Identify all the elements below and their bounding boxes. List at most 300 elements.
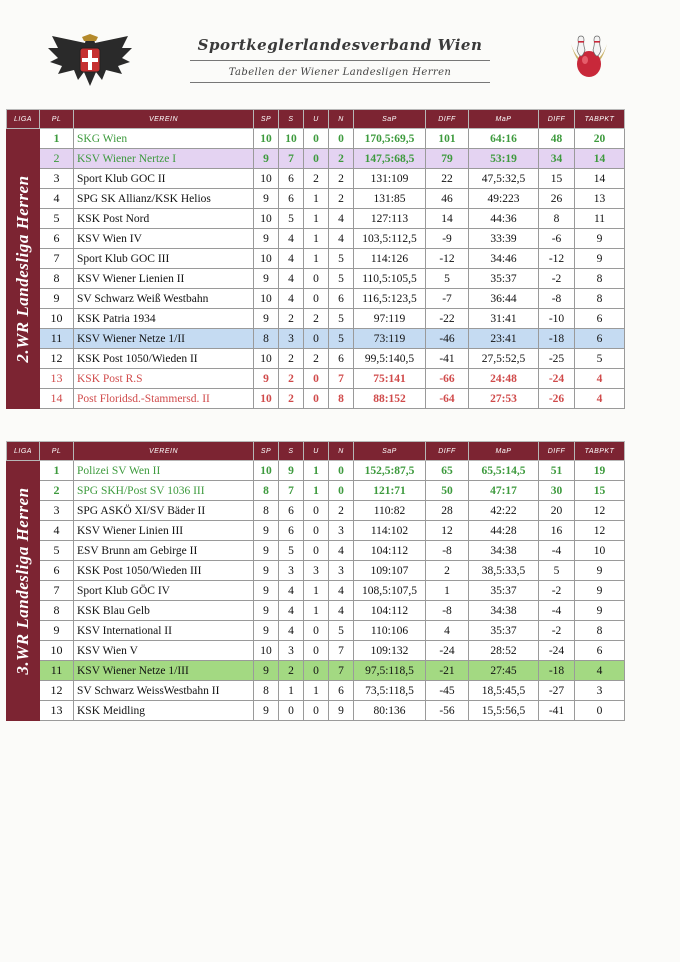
- cell-u: 3: [304, 561, 329, 581]
- cell-sap: 104:112: [354, 541, 426, 561]
- cell-u: 0: [304, 369, 329, 389]
- cell-u: 0: [304, 641, 329, 661]
- table-row: [7, 561, 625, 581]
- cell-sap: 88:152: [354, 389, 426, 409]
- cell-map: 64:16: [469, 129, 539, 149]
- cell-pl: 5: [40, 209, 74, 229]
- cell-verein: KSK Post 1050/Wieden II: [74, 349, 254, 369]
- cell-sp: 9: [254, 521, 279, 541]
- cell-sp: 9: [254, 701, 279, 721]
- cell-tabpkt: 5: [575, 349, 625, 369]
- cell-pl: 1: [40, 129, 74, 149]
- cell-sap: 110:82: [354, 501, 426, 521]
- cell-s: 2: [279, 309, 304, 329]
- cell-tabpkt: 10: [575, 541, 625, 561]
- cell-tabpkt: 8: [575, 289, 625, 309]
- cell-verein: KSV Wiener Linien III: [74, 521, 254, 541]
- cell-pl: 12: [40, 681, 74, 701]
- cell-s: 4: [279, 269, 304, 289]
- table-row: [7, 189, 625, 209]
- table-row: [7, 521, 625, 541]
- cell-u: 1: [304, 481, 329, 501]
- cell-tabpkt: 12: [575, 521, 625, 541]
- cell-sp: 9: [254, 309, 279, 329]
- cell-n: 6: [329, 289, 354, 309]
- cell-sp: 9: [254, 621, 279, 641]
- page-title: Sportkeglerlandesverband Wien: [197, 36, 483, 54]
- cell-liga: [7, 701, 40, 721]
- cell-tabpkt: 3: [575, 681, 625, 701]
- cell-sap: 152,5:87,5: [354, 461, 426, 481]
- col-header-diff2: DIFF: [539, 110, 575, 129]
- cell-u: 0: [304, 621, 329, 641]
- cell-tabpkt: 9: [575, 601, 625, 621]
- cell-diff: -45: [426, 681, 469, 701]
- cell-diff: 79: [426, 149, 469, 169]
- cell-verein: SV Schwarz Weiß Westbahn: [74, 289, 254, 309]
- cell-u: 0: [304, 289, 329, 309]
- cell-verein: Sport Klub GOC II: [74, 169, 254, 189]
- cell-s: 6: [279, 169, 304, 189]
- cell-tabpkt: 9: [575, 561, 625, 581]
- col-header-map: MaP: [469, 110, 539, 129]
- cell-verein: Sport Klub GOC III: [74, 249, 254, 269]
- cell-pl: 14: [40, 389, 74, 409]
- cell-verein: KSK Post Nord: [74, 209, 254, 229]
- cell-diff2: -18: [539, 329, 575, 349]
- col-header-u: U: [304, 110, 329, 129]
- cell-diff: 28: [426, 501, 469, 521]
- table-row: [7, 369, 625, 389]
- col-header-n: N: [329, 110, 354, 129]
- page-subtitle: Tabellen der Wiener Landesligen Herren: [228, 67, 452, 78]
- cell-s: 2: [279, 661, 304, 681]
- cell-s: 1: [279, 681, 304, 701]
- cell-sap: 131:85: [354, 189, 426, 209]
- cell-tabpkt: 8: [575, 621, 625, 641]
- col-header-liga: LIGA: [7, 110, 40, 129]
- cell-diff: -8: [426, 541, 469, 561]
- table-row: [7, 329, 625, 349]
- cell-sap: 75:141: [354, 369, 426, 389]
- table-row: [7, 349, 625, 369]
- cell-map: 35:37: [469, 269, 539, 289]
- cell-pl: 4: [40, 189, 74, 209]
- cell-pl: 9: [40, 621, 74, 641]
- cell-map: 65,5:14,5: [469, 461, 539, 481]
- cell-verein: SV Schwarz WeissWestbahn II: [74, 681, 254, 701]
- table-row: [7, 661, 625, 681]
- cell-u: 2: [304, 309, 329, 329]
- col-header-s: S: [279, 110, 304, 129]
- cell-sp: 9: [254, 581, 279, 601]
- col-header-liga: LIGA: [7, 442, 40, 461]
- cell-diff2: -6: [539, 229, 575, 249]
- table-row: [7, 621, 625, 641]
- cell-tabpkt: 4: [575, 389, 625, 409]
- table-row: [7, 481, 625, 501]
- cell-u: 1: [304, 249, 329, 269]
- cell-sap: 97,5:118,5: [354, 661, 426, 681]
- cell-sp: 10: [254, 209, 279, 229]
- cell-u: 1: [304, 581, 329, 601]
- cell-verein: SPG SKH/Post SV 1036 III: [74, 481, 254, 501]
- cell-tabpkt: 20: [575, 129, 625, 149]
- cell-verein: KSV Wiener Netze 1/II: [74, 329, 254, 349]
- cell-sp: 10: [254, 349, 279, 369]
- cell-tabpkt: 9: [575, 229, 625, 249]
- cell-diff2: 5: [539, 561, 575, 581]
- cell-u: 2: [304, 169, 329, 189]
- cell-diff: -7: [426, 289, 469, 309]
- cell-u: 0: [304, 661, 329, 681]
- cell-diff: 1: [426, 581, 469, 601]
- cell-map: 36:44: [469, 289, 539, 309]
- col-header-diff: DIFF: [426, 442, 469, 461]
- cell-sp: 8: [254, 681, 279, 701]
- cell-s: 4: [279, 249, 304, 269]
- cell-diff: -22: [426, 309, 469, 329]
- league-name-label: 3.WR Landesliga Herren: [12, 487, 32, 675]
- col-header-n: N: [329, 442, 354, 461]
- table-row: [7, 681, 625, 701]
- cell-s: 3: [279, 561, 304, 581]
- cell-sap: 114:126: [354, 249, 426, 269]
- cell-u: 0: [304, 129, 329, 149]
- cell-diff: 50: [426, 481, 469, 501]
- cell-diff2: -24: [539, 641, 575, 661]
- cell-pl: 5: [40, 541, 74, 561]
- cell-n: 0: [329, 461, 354, 481]
- cell-verein: SKG Wien: [74, 129, 254, 149]
- cell-map: 42:22: [469, 501, 539, 521]
- cell-pl: 12: [40, 349, 74, 369]
- cell-diff: 101: [426, 129, 469, 149]
- cell-n: 4: [329, 541, 354, 561]
- title-divider: [190, 60, 490, 61]
- cell-verein: KSV Wiener Nertze I: [74, 149, 254, 169]
- cell-sp: 8: [254, 329, 279, 349]
- league-table-3wr: [6, 441, 624, 717]
- cell-sap: 121:71: [354, 481, 426, 501]
- cell-map: 35:37: [469, 581, 539, 601]
- table-row: [7, 169, 625, 189]
- cell-pl: 7: [40, 581, 74, 601]
- cell-diff2: -2: [539, 581, 575, 601]
- cell-s: 7: [279, 149, 304, 169]
- cell-map: 27,5:52,5: [469, 349, 539, 369]
- cell-tabpkt: 12: [575, 501, 625, 521]
- cell-sp: 8: [254, 501, 279, 521]
- table-row: [7, 229, 625, 249]
- cell-verein: KSV Wien IV: [74, 229, 254, 249]
- cell-pl: 13: [40, 369, 74, 389]
- table-row: [7, 701, 625, 721]
- col-header-sp: SP: [254, 442, 279, 461]
- cell-diff: -8: [426, 601, 469, 621]
- cell-n: 7: [329, 369, 354, 389]
- cell-tabpkt: 9: [575, 249, 625, 269]
- cell-s: 9: [279, 461, 304, 481]
- cell-diff: 46: [426, 189, 469, 209]
- cell-u: 0: [304, 521, 329, 541]
- cell-n: 2: [329, 169, 354, 189]
- cell-sp: 9: [254, 269, 279, 289]
- cell-diff2: -4: [539, 601, 575, 621]
- cell-diff2: -24: [539, 369, 575, 389]
- cell-pl: 6: [40, 229, 74, 249]
- vienna-eagle-coat-of-arms-icon: [44, 34, 136, 88]
- cell-pl: 8: [40, 601, 74, 621]
- cell-map: 34:38: [469, 541, 539, 561]
- cell-pl: 10: [40, 309, 74, 329]
- cell-n: 9: [329, 701, 354, 721]
- cell-verein: KSK Post R.S: [74, 369, 254, 389]
- cell-n: 5: [329, 621, 354, 641]
- cell-diff2: -26: [539, 389, 575, 409]
- cell-n: 4: [329, 581, 354, 601]
- cell-map: 47:17: [469, 481, 539, 501]
- table-row: [7, 501, 625, 521]
- cell-diff: -21: [426, 661, 469, 681]
- col-header-sap: SaP: [354, 442, 426, 461]
- cell-n: 5: [329, 309, 354, 329]
- cell-map: 34:46: [469, 249, 539, 269]
- col-header-verein: VEREIN: [74, 442, 254, 461]
- cell-verein: SPG SK Allianz/KSK Helios: [74, 189, 254, 209]
- cell-u: 0: [304, 501, 329, 521]
- cell-sap: 104:112: [354, 601, 426, 621]
- cell-verein: KSV Wiener Netze 1/III: [74, 661, 254, 681]
- cell-s: 2: [279, 349, 304, 369]
- cell-diff: 4: [426, 621, 469, 641]
- cell-tabpkt: 19: [575, 461, 625, 481]
- cell-map: 18,5:45,5: [469, 681, 539, 701]
- table-row: [7, 641, 625, 661]
- cell-s: 4: [279, 289, 304, 309]
- cell-pl: 13: [40, 701, 74, 721]
- cell-s: 3: [279, 329, 304, 349]
- cell-verein: Post Floridsd.-Stammersd. II: [74, 389, 254, 409]
- cell-diff: 2: [426, 561, 469, 581]
- cell-diff: -24: [426, 641, 469, 661]
- cell-map: 38,5:33,5: [469, 561, 539, 581]
- cell-n: 5: [329, 249, 354, 269]
- cell-sp: 9: [254, 229, 279, 249]
- cell-diff: -12: [426, 249, 469, 269]
- cell-sap: 80:136: [354, 701, 426, 721]
- cell-n: 2: [329, 149, 354, 169]
- cell-diff2: -2: [539, 621, 575, 641]
- cell-n: 6: [329, 681, 354, 701]
- cell-s: 0: [279, 701, 304, 721]
- cell-u: 0: [304, 269, 329, 289]
- cell-diff2: -12: [539, 249, 575, 269]
- cell-diff2: -25: [539, 349, 575, 369]
- cell-map: 49:223: [469, 189, 539, 209]
- cell-tabpkt: 6: [575, 329, 625, 349]
- col-header-sap: SaP: [354, 110, 426, 129]
- cell-sap: 170,5:69,5: [354, 129, 426, 149]
- cell-pl: 9: [40, 289, 74, 309]
- table-row: [7, 289, 625, 309]
- cell-diff2: -4: [539, 541, 575, 561]
- cell-n: 4: [329, 229, 354, 249]
- cell-u: 0: [304, 701, 329, 721]
- cell-diff: 22: [426, 169, 469, 189]
- cell-map: 53:19: [469, 149, 539, 169]
- cell-sap: 147,5:68,5: [354, 149, 426, 169]
- cell-tabpkt: 9: [575, 581, 625, 601]
- cell-tabpkt: 11: [575, 209, 625, 229]
- cell-sp: 10: [254, 641, 279, 661]
- cell-n: 5: [329, 269, 354, 289]
- table-row: [7, 581, 625, 601]
- table-row: [7, 601, 625, 621]
- col-header-diff: DIFF: [426, 110, 469, 129]
- col-header-pl: PL: [40, 442, 74, 461]
- cell-verein: KSV International II: [74, 621, 254, 641]
- cell-sp: 9: [254, 661, 279, 681]
- table-row: [7, 541, 625, 561]
- table-row: [7, 249, 625, 269]
- cell-pl: 3: [40, 169, 74, 189]
- cell-diff: 12: [426, 521, 469, 541]
- cell-u: 0: [304, 541, 329, 561]
- cell-map: 35:37: [469, 621, 539, 641]
- cell-diff2: -10: [539, 309, 575, 329]
- cell-diff: -56: [426, 701, 469, 721]
- cell-sap: 97:119: [354, 309, 426, 329]
- cell-diff: 65: [426, 461, 469, 481]
- cell-sp: 8: [254, 481, 279, 501]
- cell-sap: 109:107: [354, 561, 426, 581]
- cell-sap: 73:119: [354, 329, 426, 349]
- cell-tabpkt: 6: [575, 641, 625, 661]
- cell-diff2: 30: [539, 481, 575, 501]
- cell-map: 34:38: [469, 601, 539, 621]
- col-header-sp: SP: [254, 110, 279, 129]
- cell-map: 28:52: [469, 641, 539, 661]
- table-row: [7, 149, 625, 169]
- cell-n: 7: [329, 641, 354, 661]
- col-header-tabpkt: TABPKT: [575, 110, 625, 129]
- col-header-diff2: DIFF: [539, 442, 575, 461]
- cell-pl: 2: [40, 481, 74, 501]
- cell-sap: 103,5:112,5: [354, 229, 426, 249]
- table-row: [7, 269, 625, 289]
- cell-sp: 9: [254, 541, 279, 561]
- cell-verein: Polizei SV Wen II: [74, 461, 254, 481]
- cell-pl: 11: [40, 661, 74, 681]
- cell-tabpkt: 4: [575, 661, 625, 681]
- cell-tabpkt: 15: [575, 481, 625, 501]
- table-row: [7, 129, 625, 149]
- cell-diff2: 8: [539, 209, 575, 229]
- cell-pl: 10: [40, 641, 74, 661]
- cell-u: 1: [304, 601, 329, 621]
- cell-tabpkt: 8: [575, 269, 625, 289]
- cell-s: 4: [279, 621, 304, 641]
- cell-tabpkt: 14: [575, 149, 625, 169]
- cell-n: 5: [329, 329, 354, 349]
- col-header-pl: PL: [40, 110, 74, 129]
- cell-tabpkt: 4: [575, 369, 625, 389]
- col-header-map: MaP: [469, 442, 539, 461]
- cell-s: 7: [279, 481, 304, 501]
- cell-map: 44:36: [469, 209, 539, 229]
- cell-map: 27:53: [469, 389, 539, 409]
- cell-pl: 2: [40, 149, 74, 169]
- cell-diff2: 34: [539, 149, 575, 169]
- table-header-row: [7, 110, 625, 129]
- cell-diff: -46: [426, 329, 469, 349]
- cell-s: 5: [279, 541, 304, 561]
- cell-sap: 109:132: [354, 641, 426, 661]
- cell-map: 23:41: [469, 329, 539, 349]
- cell-verein: KSK Meidling: [74, 701, 254, 721]
- cell-sp: 10: [254, 289, 279, 309]
- cell-map: 44:28: [469, 521, 539, 541]
- cell-s: 6: [279, 189, 304, 209]
- cell-tabpkt: 14: [575, 169, 625, 189]
- col-header-s: S: [279, 442, 304, 461]
- cell-sp: 9: [254, 149, 279, 169]
- col-header-tabpkt: TABPKT: [575, 442, 625, 461]
- cell-pl: 6: [40, 561, 74, 581]
- cell-u: 1: [304, 461, 329, 481]
- cell-verein: KSV Wiener Lienien II: [74, 269, 254, 289]
- cell-pl: 8: [40, 269, 74, 289]
- cell-n: 7: [329, 661, 354, 681]
- cell-sp: 10: [254, 129, 279, 149]
- cell-n: 4: [329, 209, 354, 229]
- cell-n: 3: [329, 521, 354, 541]
- cell-verein: Sport Klub GÖC IV: [74, 581, 254, 601]
- cell-tabpkt: 13: [575, 189, 625, 209]
- cell-sp: 10: [254, 389, 279, 409]
- cell-diff: -41: [426, 349, 469, 369]
- cell-map: 27:45: [469, 661, 539, 681]
- cell-diff: 14: [426, 209, 469, 229]
- cell-diff2: 51: [539, 461, 575, 481]
- cell-pl: 11: [40, 329, 74, 349]
- cell-diff2: 20: [539, 501, 575, 521]
- cell-map: 15,5:56,5: [469, 701, 539, 721]
- cell-s: 6: [279, 521, 304, 541]
- cell-verein: KSV Wien V: [74, 641, 254, 661]
- cell-sp: 9: [254, 561, 279, 581]
- cell-u: 1: [304, 209, 329, 229]
- cell-sap: 127:113: [354, 209, 426, 229]
- league-table-2wr: [6, 109, 624, 409]
- cell-n: 4: [329, 601, 354, 621]
- cell-diff2: -27: [539, 681, 575, 701]
- cell-verein: KSK Patria 1934: [74, 309, 254, 329]
- cell-sp: 10: [254, 461, 279, 481]
- cell-s: 10: [279, 129, 304, 149]
- cell-diff2: -41: [539, 701, 575, 721]
- cell-sp: 9: [254, 369, 279, 389]
- cell-sap: 116,5:123,5: [354, 289, 426, 309]
- cell-pl: 4: [40, 521, 74, 541]
- cell-verein: SPG ASKÖ XI/SV Bäder II: [74, 501, 254, 521]
- standings-table: [6, 441, 625, 721]
- cell-sp: 9: [254, 189, 279, 209]
- cell-s: 2: [279, 389, 304, 409]
- cell-verein: KSK Post 1050/Wieden III: [74, 561, 254, 581]
- table-row: [7, 309, 625, 329]
